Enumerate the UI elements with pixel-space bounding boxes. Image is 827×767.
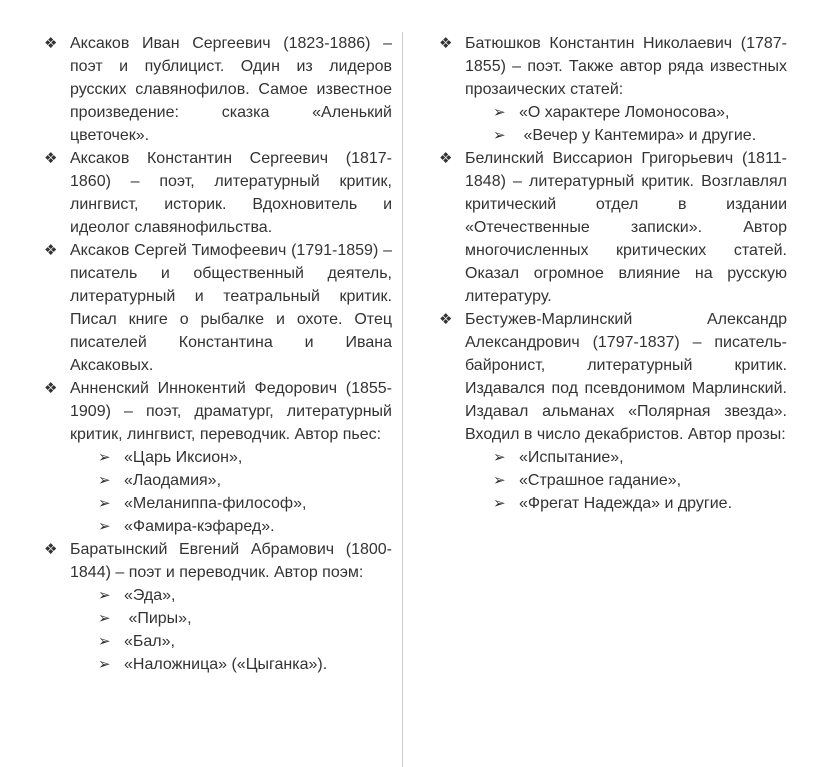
work-item <box>98 630 392 653</box>
author-description: Белинский Виссарион Григорьевич (1811-1848) – литературный критик. Возглавлял критический отдел в издании «Отечественные записки». Автор многочисленных критических статей. Оказал огромное влияние на русскую литературу. <box>465 150 787 305</box>
author-description: Аксаков Сергей Тимофеевич (1791-1859) – писатель и общественный деятель, литературный и театральный критик. Писал книге о рыбалке и охоте. Отец писателей Константина и Ивана Аксаковых. <box>70 242 392 374</box>
work-title: «Лаодамия», <box>124 472 222 489</box>
author-entry <box>44 32 392 147</box>
diamond-bullet-icon: ❖ <box>439 310 453 328</box>
work-item <box>98 515 392 538</box>
arrow-bullet-icon: ➢ <box>98 517 111 535</box>
arrow-bullet-icon: ➢ <box>98 632 111 650</box>
arrow-bullet-icon: ➢ <box>493 448 506 466</box>
work-title: «Фрегат Надежда» и другие. <box>519 495 733 512</box>
work-title: «Страшное гадание», <box>519 472 682 489</box>
arrow-bullet-icon: ➢ <box>98 448 111 466</box>
work-item <box>98 492 392 515</box>
author-description: Аксаков Иван Сергеевич (1823-1886) – поэт и публицист. Один из лидеров русских славянофилов. Самое известное произведение: сказка «Аленький цветочек». <box>70 35 392 144</box>
arrow-bullet-icon: ➢ <box>98 494 111 512</box>
work-title: «О характере Ломоносова», <box>519 104 730 121</box>
author-description: Батюшков Константин Николаевич (1787-1855) – поэт. Также автор ряда известных прозаических статей: <box>465 35 787 98</box>
author-description: Баратынский Евгений Абрамович (1800-1844) – поэт и переводчик. Автор поэм: <box>70 541 392 581</box>
author-entry <box>439 308 787 515</box>
author-description: Анненский Иннокентий Федорович (1855-1909) – поэт, драматург, литературный критик, лингвист, переводчик. Автор пьес: <box>70 380 392 443</box>
diamond-bullet-icon: ❖ <box>44 379 58 397</box>
work-item <box>98 653 392 676</box>
arrow-bullet-icon: ➢ <box>493 126 506 144</box>
arrow-bullet-icon: ➢ <box>98 655 111 673</box>
work-item <box>98 446 392 469</box>
work-title: «Бал», <box>124 633 175 650</box>
arrow-bullet-icon: ➢ <box>493 494 506 512</box>
arrow-bullet-icon: ➢ <box>98 609 111 627</box>
arrow-bullet-icon: ➢ <box>98 471 111 489</box>
work-item <box>98 584 392 607</box>
right-column <box>439 32 787 515</box>
works-list <box>465 101 787 147</box>
diamond-bullet-icon: ❖ <box>439 34 453 52</box>
work-title: «Меланиппа-философ», <box>124 495 307 512</box>
author-entry <box>439 32 787 147</box>
work-title: «Царь Иксион», <box>124 449 243 466</box>
author-entry <box>44 147 392 239</box>
diamond-bullet-icon: ❖ <box>44 34 58 52</box>
right-author-list <box>439 32 787 515</box>
author-entry <box>44 239 392 377</box>
work-item <box>493 446 787 469</box>
left-author-list <box>44 32 392 676</box>
diamond-bullet-icon: ❖ <box>439 149 453 167</box>
works-list <box>70 584 392 676</box>
work-title: «Вечер у Кантемира» и другие. <box>519 127 757 144</box>
work-item <box>493 124 787 147</box>
works-list <box>70 446 392 538</box>
work-title: «Наложница» («Цыганка»). <box>124 656 328 673</box>
work-item <box>493 492 787 515</box>
author-description: Аксаков Константин Сергеевич (1817-1860) – поэт, литературный критик, лингвист, историк. Вдохновитель и идеолог славянофильства. <box>70 150 392 236</box>
left-column <box>44 32 392 676</box>
diamond-bullet-icon: ❖ <box>44 540 58 558</box>
work-title: «Эда», <box>124 587 176 604</box>
work-item <box>493 101 787 124</box>
author-description: Бестужев-Марлинский Александр Александрович (1797-1837) – писатель-байронист, литературный критик. Издавался под псевдонимом Марлинский. Издавал альманах «Полярная звезда». Входил в число декабристов. Автор прозы: <box>465 311 787 443</box>
arrow-bullet-icon: ➢ <box>98 586 111 604</box>
arrow-bullet-icon: ➢ <box>493 103 506 121</box>
work-item <box>98 469 392 492</box>
author-entry <box>44 377 392 538</box>
work-title: «Фамира-кэфаред». <box>124 518 275 535</box>
column-divider <box>402 32 403 767</box>
work-item <box>98 607 392 630</box>
author-entry <box>439 147 787 308</box>
work-title: «Испытание», <box>519 449 624 466</box>
diamond-bullet-icon: ❖ <box>44 241 58 259</box>
author-entry <box>44 538 392 676</box>
work-item <box>493 469 787 492</box>
works-list <box>465 446 787 515</box>
diamond-bullet-icon: ❖ <box>44 149 58 167</box>
arrow-bullet-icon: ➢ <box>493 471 506 489</box>
work-title: «Пиры», <box>124 610 192 627</box>
